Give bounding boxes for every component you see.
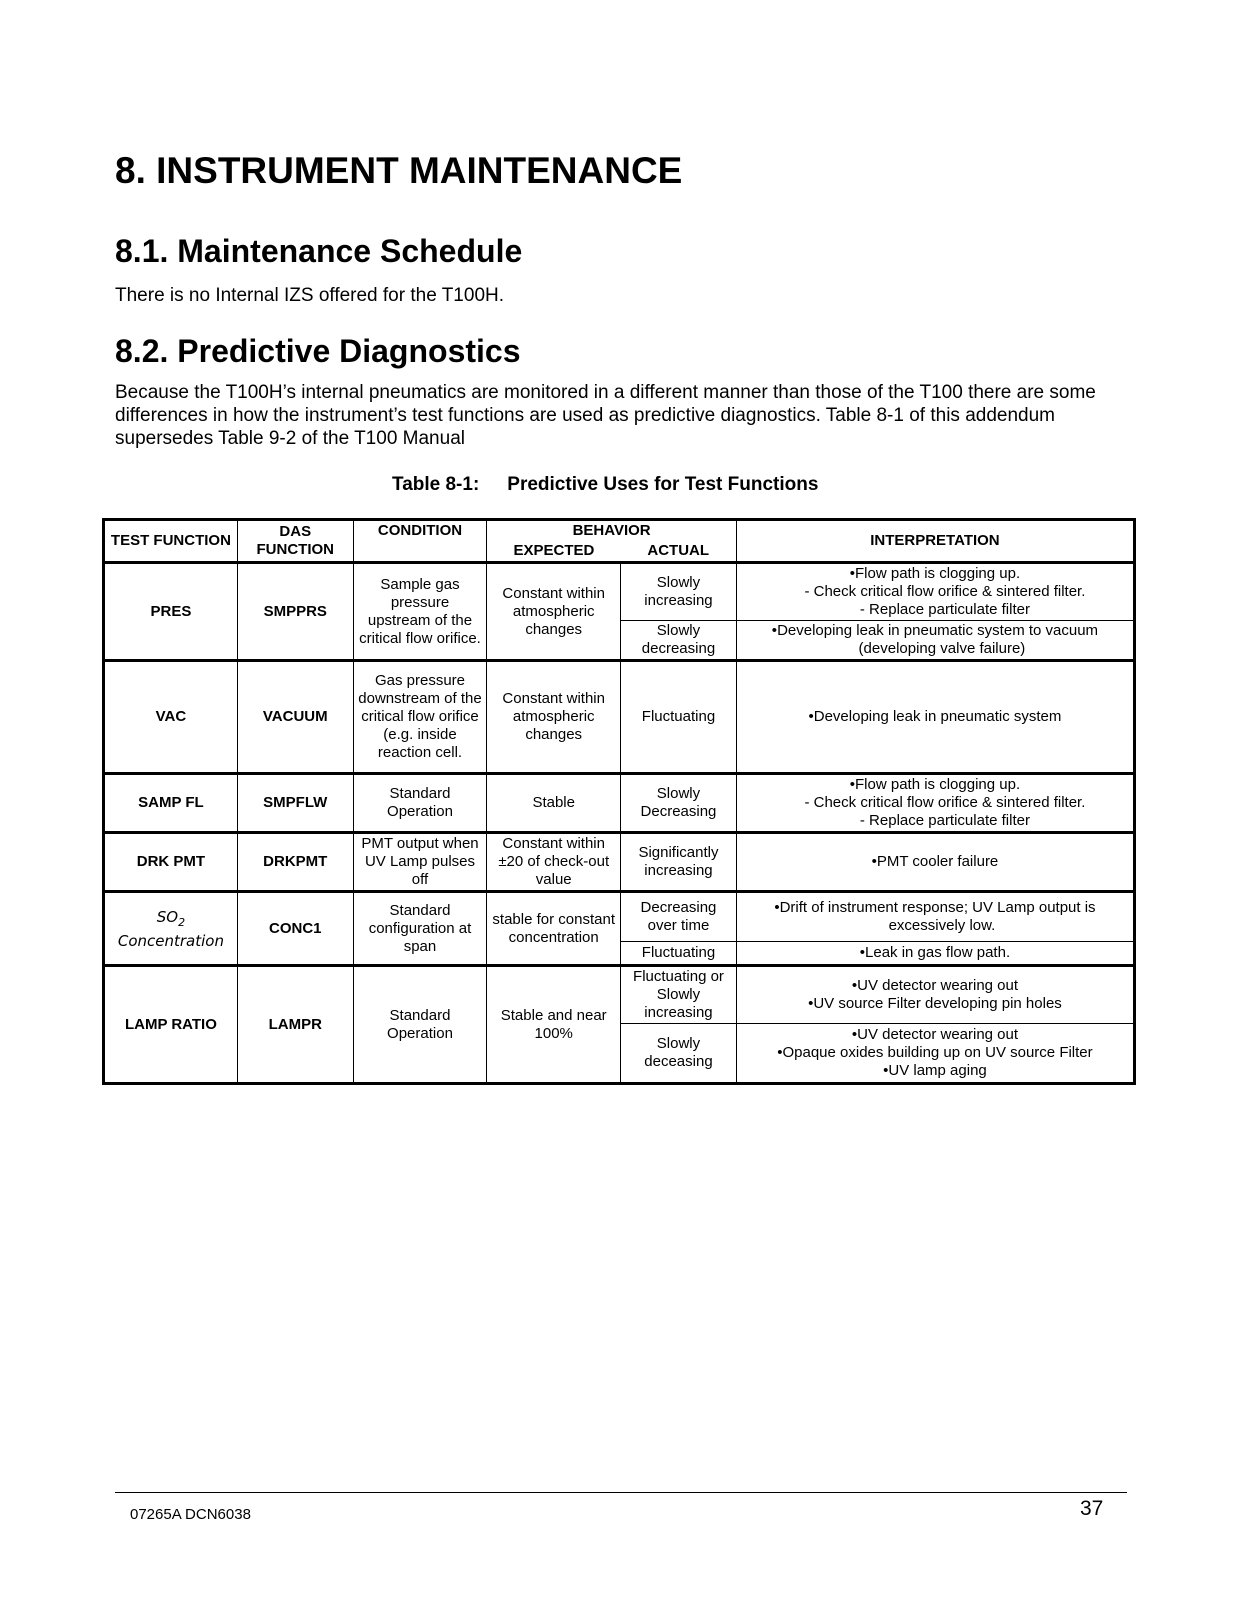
interp-bullet: • Developing leak in pneumatic system xyxy=(741,708,1129,726)
cell-interpretation xyxy=(736,833,1134,892)
cell-actual: Slowly decreasing xyxy=(621,621,737,661)
table-row xyxy=(104,774,1135,833)
cell-actual: Fluctuating xyxy=(621,942,737,966)
cell-das-function: DRKPMT xyxy=(237,833,353,892)
cell-das-function: LAMPR xyxy=(237,966,353,1084)
table-caption-title: Predictive Uses for Test Functions xyxy=(507,474,819,495)
table-row xyxy=(104,892,1135,942)
interp-bullet: • Leak in gas flow path. xyxy=(741,944,1129,962)
cell-das-function: SMPFLW xyxy=(237,774,353,833)
interp-bullet: • Flow path is clogging up. xyxy=(741,776,1129,794)
so2-formula: SO xyxy=(156,907,179,926)
interp-bullet: • UV lamp aging xyxy=(741,1062,1129,1080)
cell-condition: Standard Operation xyxy=(353,966,487,1084)
cell-test-function: LAMP RATIO xyxy=(104,966,238,1084)
cell-interpretation xyxy=(736,1024,1134,1084)
cell-interpretation xyxy=(736,966,1134,1024)
section-text-maintenance-schedule: There is no Internal IZS offered for the T100H. xyxy=(115,285,505,306)
footer-divider xyxy=(115,1492,1127,1493)
cell-interpretation xyxy=(736,621,1134,661)
cell-interpretation xyxy=(736,661,1134,774)
cell-interpretation xyxy=(736,942,1134,966)
cell-condition: Gas pressure downstream of the critical flow orifice (e.g. inside reaction cell. xyxy=(353,661,487,774)
interp-sub: excessively low. xyxy=(888,917,996,934)
cell-das-function: VACUUM xyxy=(237,661,353,774)
section-title-maintenance-schedule: 8.1. Maintenance Schedule xyxy=(115,233,523,269)
interp-bullet: • Opaque oxides building up on UV source Filter xyxy=(741,1044,1129,1062)
table-header-row xyxy=(104,520,1135,542)
cell-actual: Slowly deceasing xyxy=(621,1024,737,1084)
interp-bullet: • Developing leak in pneumatic system to vacuum xyxy=(741,622,1129,640)
interp-bullet: • PMT cooler failure xyxy=(741,853,1129,871)
interp-bullet: • UV detector wearing out xyxy=(741,977,1129,995)
header-test-function: TEST FUNCTION xyxy=(104,520,238,563)
interp-bullet: • Flow path is clogging up. xyxy=(741,565,1129,583)
header-das-function: DAS FUNCTION xyxy=(237,520,353,563)
header-expected: EXPECTED xyxy=(487,541,621,563)
cell-das-function: SMPPRS xyxy=(237,563,353,661)
cell-expected: Constant within ±20 of check-out value xyxy=(487,833,621,892)
cell-test-function: SAMP FL xyxy=(104,774,238,833)
cell-test-function: PRES xyxy=(104,563,238,661)
cell-expected: Constant within atmospheric changes xyxy=(487,661,621,774)
cell-actual: Fluctuating xyxy=(621,661,737,774)
header-interpretation: INTERPRETATION xyxy=(736,520,1134,563)
cell-test-function: VAC xyxy=(104,661,238,774)
header-condition: CONDITION xyxy=(353,520,487,563)
chapter-title: 8. INSTRUMENT MAINTENANCE xyxy=(115,150,683,191)
cell-expected: Constant within atmospheric changes xyxy=(487,563,621,661)
table-row xyxy=(104,833,1135,892)
interp-sub: - Check critical flow orifice & sintered filter. xyxy=(804,794,1086,811)
page-number: 37 xyxy=(1080,1497,1104,1520)
interp-bullet: • UV source Filter developing pin holes xyxy=(741,995,1129,1013)
cell-test-function xyxy=(104,892,238,966)
cell-expected: stable for constant concentration xyxy=(487,892,621,966)
table-caption-number: Table 8-1: xyxy=(392,474,480,495)
interp-sub: - Replace particulate filter xyxy=(859,812,1030,829)
cell-interpretation xyxy=(736,774,1134,833)
cell-actual: Slowly increasing xyxy=(621,563,737,621)
interp-sub: - Check critical flow orifice & sintered filter. xyxy=(804,583,1086,600)
table-row xyxy=(104,563,1135,621)
section-title-predictive-diagnostics: 8.2. Predictive Diagnostics xyxy=(115,333,521,369)
header-behavior: BEHAVIOR xyxy=(487,520,737,542)
cell-expected: Stable and near 100% xyxy=(487,966,621,1084)
table-row xyxy=(104,661,1135,774)
footer-doc-id: 07265A DCN6038 xyxy=(130,1506,251,1523)
so2-concentration-label: Concentration xyxy=(117,931,224,950)
interp-sub: - Replace particulate filter xyxy=(859,601,1030,618)
cell-actual: Significantly increasing xyxy=(621,833,737,892)
cell-condition: Standard Operation xyxy=(353,774,487,833)
cell-expected: Stable xyxy=(487,774,621,833)
cell-das-function: CONC1 xyxy=(237,892,353,966)
so2-subscript: 2 xyxy=(178,915,186,929)
interp-bullet: • UV detector wearing out xyxy=(741,1026,1129,1044)
table-row xyxy=(104,966,1135,1024)
interp-sub: (developing valve failure) xyxy=(858,640,1026,657)
cell-interpretation xyxy=(736,563,1134,621)
cell-actual: Decreasing over time xyxy=(621,892,737,942)
cell-interpretation xyxy=(736,892,1134,942)
interp-bullet: • Drift of instrument response; UV Lamp output is xyxy=(741,899,1129,917)
table-caption xyxy=(392,474,818,496)
cell-actual: Fluctuating or Slowly increasing xyxy=(621,966,737,1024)
predictive-uses-table xyxy=(102,518,1136,1085)
cell-actual: Slowly Decreasing xyxy=(621,774,737,833)
cell-condition: Sample gas pressure upstream of the critical flow orifice. xyxy=(353,563,487,661)
header-actual: ACTUAL xyxy=(621,541,737,563)
section-text-predictive-diagnostics: Because the T100H’s internal pneumatics are monitored in a different manner than those of the T100 there are some differences in how the instrument’s test functions are used as predictive diagnostics. Table 8-1 of this addendum supersedes Table 9-2 of the T100 Manual xyxy=(115,382,1096,449)
cell-condition: Standard configuration at span xyxy=(353,892,487,966)
cell-test-function: DRK PMT xyxy=(104,833,238,892)
cell-condition: PMT output when UV Lamp pulses off xyxy=(353,833,487,892)
